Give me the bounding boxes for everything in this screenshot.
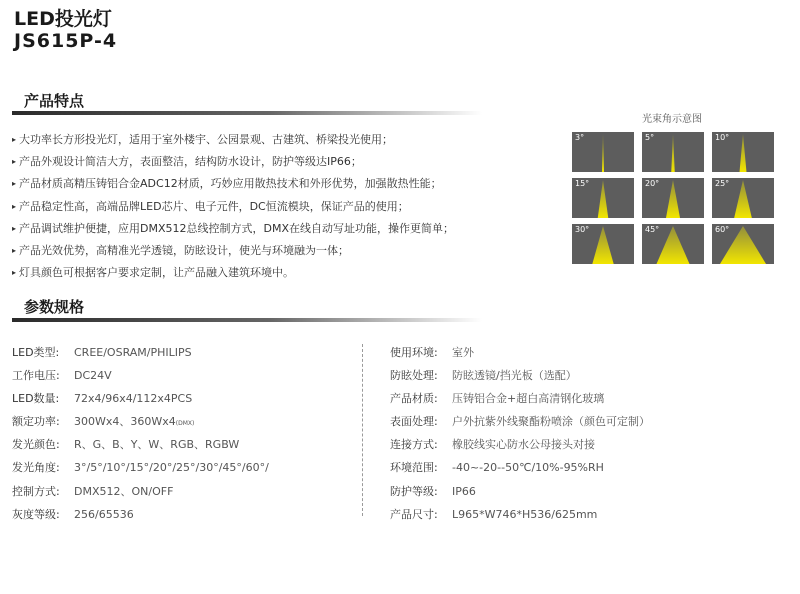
- feature-item: [12, 240, 454, 262]
- beam-cell-60: [712, 224, 774, 264]
- spec-value: 300Wx4、360Wx4: [74, 415, 176, 429]
- features-heading: 产品特点: [24, 92, 85, 110]
- feature-text: 灯具颜色可根据客户要求定制，让产品融入建筑环境中。: [19, 266, 295, 280]
- bullet-icon: ▸: [12, 157, 17, 167]
- spec-key: 产品材质:: [390, 392, 438, 406]
- feature-item: [12, 196, 454, 218]
- bullet-icon: ▸: [12, 179, 17, 189]
- spec-key: 控制方式:: [12, 484, 60, 498]
- specs-heading: 参数规格: [24, 298, 85, 316]
- bullet-icon: ▸: [12, 268, 17, 278]
- spec-value: 橡胶线实心防水公母接头对接: [452, 438, 595, 452]
- beam-angle-label: 60°: [715, 225, 730, 234]
- beam-cell-15: [572, 178, 634, 218]
- bullet-icon: ▸: [12, 246, 17, 256]
- feature-text: 产品调试维护便捷，应用DMX512总线控制方式，DMX在线自动写址功能，操作更简单；: [19, 221, 455, 235]
- beam-angle-label: 5°: [645, 133, 655, 142]
- spec-value: 压铸铝合金+超白高清钢化玻璃: [452, 392, 605, 406]
- spec-value: IP66: [452, 484, 476, 498]
- beam-cone-45: [656, 226, 689, 264]
- spec-key: LED数量:: [12, 392, 60, 406]
- feature-text: 大功率长方形投光灯，适用于室外楼宇、公园景观、古建筑、桥梁投光使用；: [19, 133, 394, 146]
- beam-angle-label: 30°: [575, 225, 590, 234]
- feature-item: [12, 262, 454, 284]
- spec-value: 72x4/96x4/112x4PCS: [74, 392, 193, 406]
- bullet-icon: ▸: [12, 135, 17, 144]
- feature-text: 产品稳定性高，高端品牌LED芯片、电子元件，DC恒流模块，保证产品的使用；: [19, 199, 409, 213]
- spec-key: LED类型:: [12, 346, 60, 359]
- spec-value: R、G、B、Y、W、RGB、RGBW: [74, 438, 240, 452]
- beam-cone-3: [602, 134, 604, 172]
- beam-cell-5: [642, 132, 704, 172]
- spec-value: 室外: [452, 346, 474, 359]
- beam-cone-25: [734, 180, 752, 218]
- beam-cell-3: [572, 132, 634, 172]
- spec-key: 额定功率:: [12, 415, 60, 429]
- spec-row: [12, 480, 269, 503]
- specs-divider: [362, 344, 363, 516]
- beam-cone-5: [671, 134, 674, 172]
- spec-value: DMX512、ON/OFF: [74, 484, 174, 498]
- spec-row: [390, 341, 650, 364]
- spec-key: 环境范围:: [390, 461, 438, 475]
- spec-row: [12, 433, 269, 456]
- spec-row: [390, 503, 650, 526]
- spec-value: L965*W746*H536/625mm: [452, 507, 598, 521]
- spec-value: CREE/OSRAM/PHILIPS: [74, 346, 192, 359]
- spec-key: 防护等级:: [390, 484, 438, 498]
- spec-key: 表面处理:: [390, 415, 438, 429]
- beam-angle-label: 25°: [715, 179, 730, 188]
- spec-value-suffix: (DMX): [175, 420, 195, 428]
- beam-diagram-title: 光束角示意图: [642, 114, 702, 125]
- beam-angle-label: 10°: [715, 133, 730, 142]
- spec-row: [390, 410, 650, 433]
- spec-row: [390, 456, 650, 479]
- spec-row: [12, 503, 269, 526]
- spec-row: [12, 456, 269, 479]
- beam-cell-25: [712, 178, 774, 218]
- spec-row: [12, 364, 269, 387]
- specs-left-list: [12, 341, 269, 526]
- beam-cell-45: [642, 224, 704, 264]
- spec-key: 连接方式:: [390, 438, 438, 452]
- spec-value: 防眩透镜/挡光板（选配）: [452, 369, 577, 383]
- beam-cell-20: [642, 178, 704, 218]
- beam-cell-10: [712, 132, 774, 172]
- beam-cone-30: [592, 226, 613, 264]
- spec-row: [390, 433, 650, 456]
- feature-item: [12, 218, 454, 240]
- spec-row: [12, 341, 269, 364]
- feature-text: 产品材质高精压铸铝合金ADC12材质，巧妙应用散热技术和外形优势，加强散热性能；: [19, 177, 442, 191]
- beam-cone-20: [666, 180, 680, 218]
- spec-value: -40~-20--50℃/10%-95%RH: [452, 461, 604, 475]
- spec-key: 灰度等级:: [12, 507, 60, 521]
- spec-row: [390, 387, 650, 410]
- spec-value: DC24V: [74, 369, 112, 383]
- spec-row: [12, 387, 269, 410]
- spec-row: [390, 364, 650, 387]
- spec-key: 发光角度:: [12, 461, 60, 475]
- features-heading-bar: [12, 111, 482, 115]
- spec-row: [390, 480, 650, 503]
- feature-text: 产品外观设计简洁大方，表面整洁，结构防水设计，防护等级达IP66；: [19, 155, 362, 169]
- specs-right-list: [390, 341, 650, 526]
- beam-cone-10: [740, 134, 747, 172]
- beam-cell-30: [572, 224, 634, 264]
- feature-text: 产品光效优势，高精准光学透镜，防眩设计，使光与环境融为一体；: [19, 244, 350, 258]
- beam-cone-15: [598, 180, 609, 218]
- feature-item: [12, 173, 454, 195]
- specs-heading-bar: [12, 318, 482, 322]
- features-list: [12, 129, 454, 284]
- spec-value: 户外抗紫外线聚酯粉喷涂（颜色可定制）: [452, 415, 650, 429]
- beam-angle-label: 45°: [645, 225, 660, 234]
- beam-angle-label: 15°: [575, 179, 590, 188]
- spec-key: 产品尺寸:: [390, 507, 438, 521]
- product-model: JS615P-4: [14, 30, 118, 52]
- spec-key: 使用环境:: [390, 346, 438, 359]
- bullet-icon: ▸: [12, 201, 17, 211]
- beam-angle-label: 3°: [575, 133, 585, 142]
- spec-value: 3°/5°/10°/15°/20°/25°/30°/45°/60°/: [74, 461, 269, 475]
- spec-row: [12, 410, 269, 433]
- spec-value: 256/65536: [74, 507, 134, 521]
- bullet-icon: ▸: [12, 223, 17, 233]
- feature-item: [12, 151, 454, 173]
- beam-angle-label: 20°: [645, 179, 660, 188]
- spec-key: 发光颜色:: [12, 438, 60, 452]
- spec-key: 防眩处理:: [390, 369, 438, 383]
- spec-key: 工作电压:: [12, 369, 60, 383]
- feature-item: [12, 129, 454, 151]
- product-title: LED投光灯: [14, 8, 112, 30]
